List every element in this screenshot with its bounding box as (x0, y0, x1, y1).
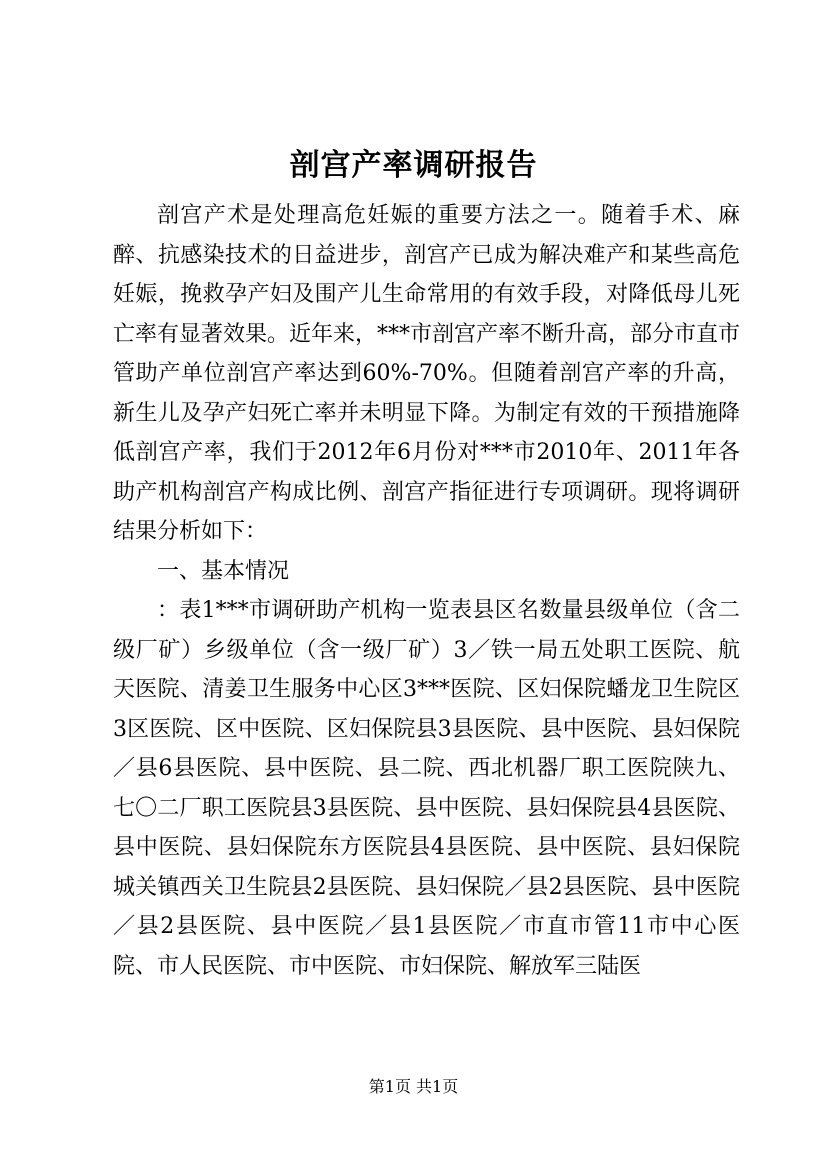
section-heading: 一、基本情况 (157, 558, 290, 584)
intro-paragraph: 剖宫产术是处理高危妊娠的重要方法之一。随着手术、麻醉、抗感染技术的日益进步，剖宫产已成为解决难产和某些高危妊娠，挽救孕产妇及围产儿生命常用的有效手段，对降低母儿死亡率有显著效果。近年来，***市剖宫产率不断升高，部分市直市管助产单位剖宫产率达到60%-70%。但随着剖宫产率的升高，新生儿及孕产妇死亡率并未明显下降。为制定有效的干预措施降低剖宫产率，我们于2012年6月份对***市2010年、2011年各助产机构剖宫产构成比例、剖宫产指征进行专项调研。现将调研结果分析如下： (113, 203, 741, 544)
table-text-paragraph: ：表1***市调研助产机构一览表县区名数量县级单位（含二级厂矿）乡级单位（含一级厂矿）3／铁一局五处职工医院、航天医院、清姜卫生服务中心区3***医院、区妇保院蟠龙卫生院区3区医院、区中医院、区妇保院县3县医院、县中医院、县妇保院／县6县医院、县中医院、县二院、西北机器厂职工医院陕九、七〇二厂职工医院县3县医院、县中医院、县妇保院县4县医院、县中医院、县妇保院东方医院县4县医院、县中医院、县妇保院城关镇西关卫生院县2县医院、县妇保院／县2县医院、县中医院／县2县医院、县中医院／县1县医院／市直市管11市中心医院、市人民医院、市中医院、市妇保院、解放军三陆医 (113, 598, 740, 979)
document-body (113, 196, 740, 986)
page-footer: 第1页 共1页 (368, 1077, 459, 1096)
page-title: 剖宫产率调研报告 (289, 148, 538, 183)
